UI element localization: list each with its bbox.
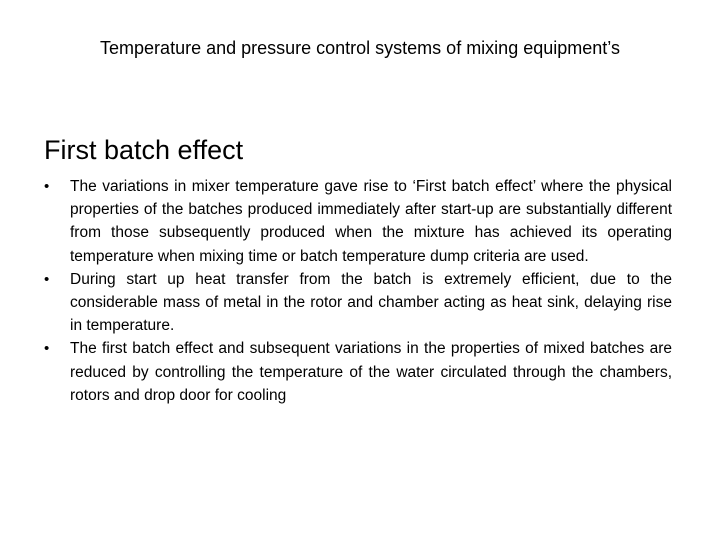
bullet-marker: • bbox=[44, 270, 50, 288]
slide-title: Temperature and pressure control systems of mixing equipment’s bbox=[100, 38, 620, 58]
bullet-text: The first batch effect and subsequent variations in the properties of mixed batches are reduced by controlling the temperature of the water circulated through the chambers, rotors and drop door for cooling bbox=[70, 340, 672, 404]
bullet-item-first-batch-effect bbox=[44, 175, 672, 268]
bullet-marker: • bbox=[44, 340, 50, 358]
bullet-item-start-up-heat-transfer bbox=[44, 268, 672, 338]
section-heading: First batch effect bbox=[44, 135, 244, 165]
bullet-text: During start up heat transfer from the batch is extremely efficient, due to the considerable mass of metal in the rotor and chamber acting as heat sink, delaying rise in temperature. bbox=[70, 270, 672, 335]
bullet-list bbox=[44, 175, 672, 407]
bullet-marker: • bbox=[44, 178, 50, 195]
bullet-item-temperature-control bbox=[44, 337, 672, 407]
bullet-text: The variations in mixer temperature gave rise to ‘First batch effect’ where the physical properties of the batches produced immediately after start-up are substantially different from those subsequently produced when the mixture has achieved its operating temperature when mixing time or batch temperature dump criteria are used. bbox=[70, 178, 672, 265]
